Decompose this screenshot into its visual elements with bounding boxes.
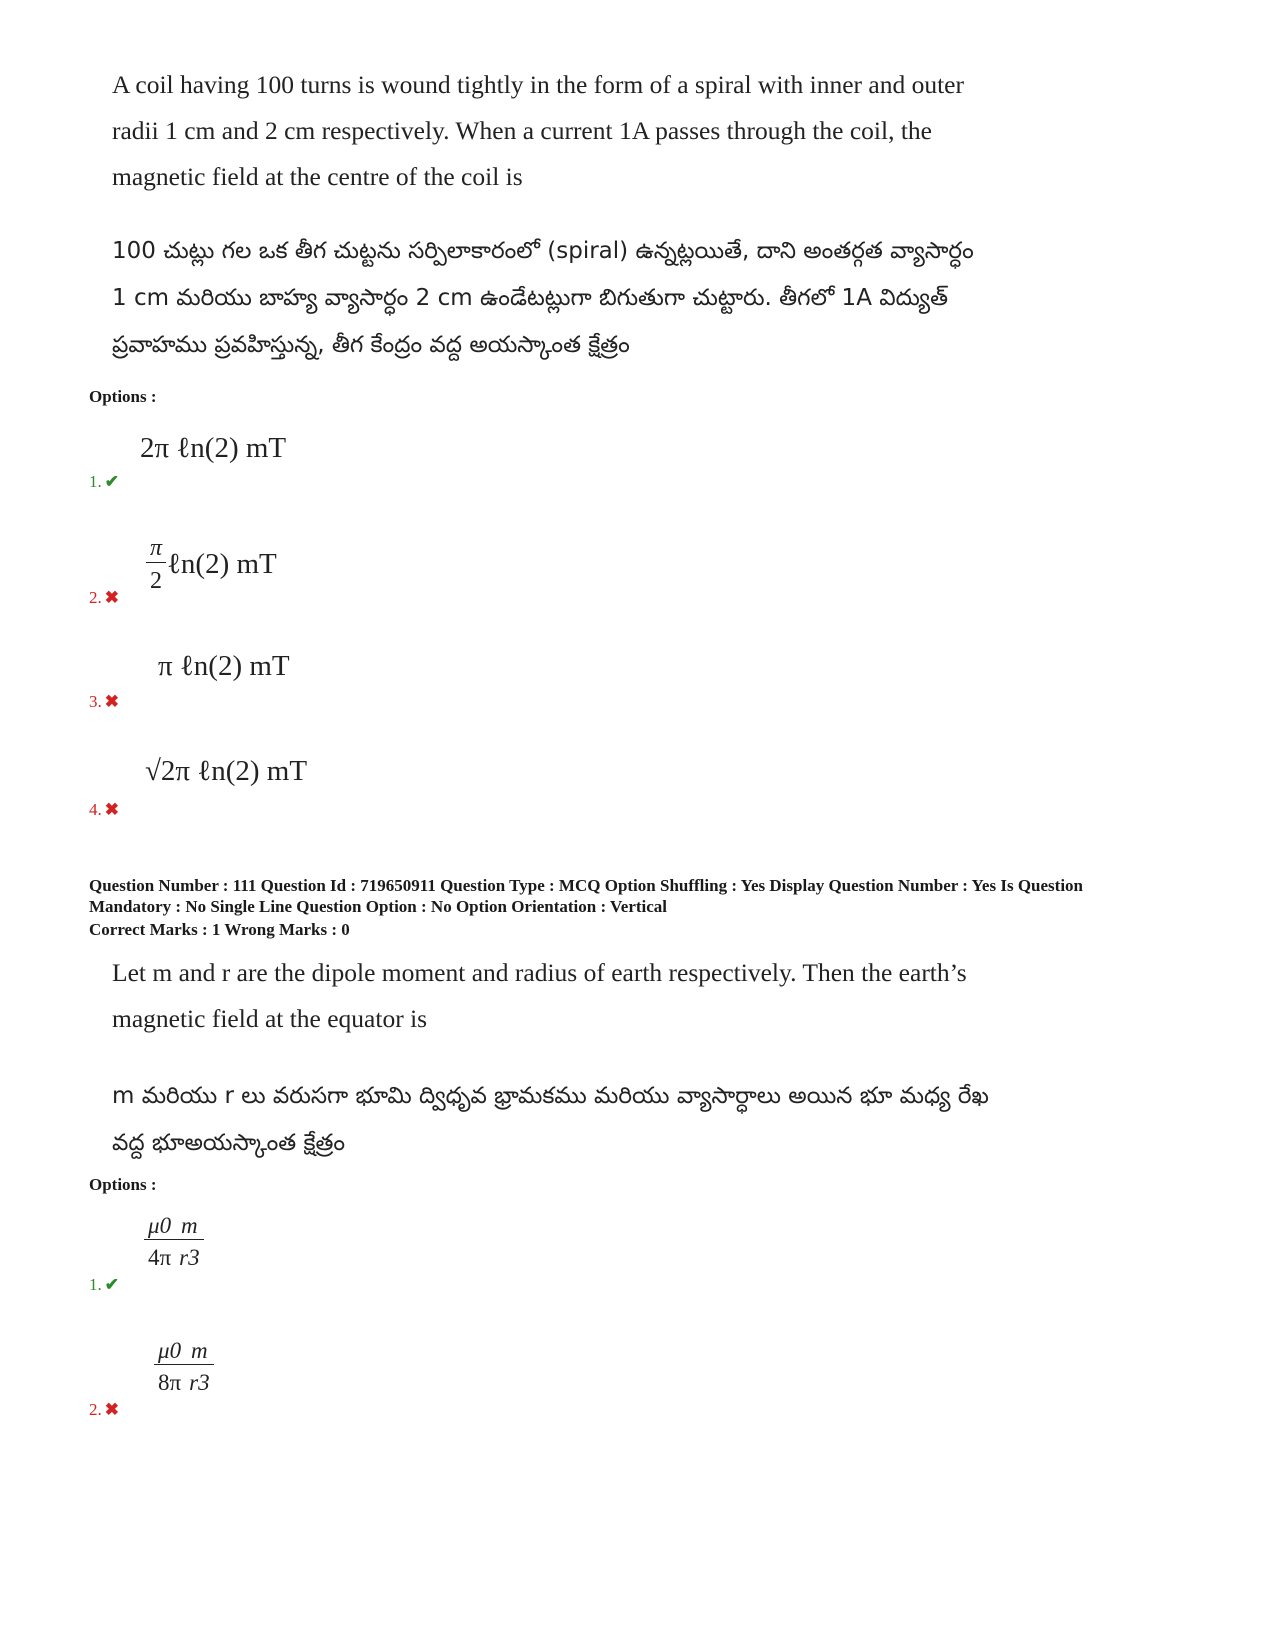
check-icon: ✔ xyxy=(104,1275,119,1294)
q110-option-1[interactable] xyxy=(89,472,119,492)
q111-option-1-expr xyxy=(146,1212,202,1271)
q111-te-line-2: వద్ద భూఅయస్కాంత క్షేత్రం xyxy=(112,1130,346,1156)
frac-numerator: μ0 xyxy=(158,1338,182,1363)
q110-te-line-2: 1 cm మరియు బాహ్య వ్యాసార్ధం 2 cm ఉండేటట్లుగా బిగుతుగా చుట్టారు. తీగలో 1A విద్యుత్ xyxy=(112,285,948,311)
option-number: 2. xyxy=(89,1400,102,1419)
frac-numerator: m xyxy=(181,1213,198,1238)
expr-rest: ℓn(2) mT xyxy=(167,548,277,580)
q110-te-line-3: ప్రవాహము ప్రవహిస్తున్న, తీగ కేంద్రం వద్ద అయస్కాంత క్షేత్రం xyxy=(112,332,630,358)
q110-te-line-1: 100 చుట్లు గల ఒక తీగ చుట్టను సర్పిలాకారంలో (spiral) ఉన్నట్లయితే, దాని అంతర్గత వ్యాసార్ధం xyxy=(112,238,974,264)
frac-numerator: m xyxy=(191,1338,208,1363)
check-icon: ✔ xyxy=(104,472,119,491)
frac-denominator: 4π xyxy=(148,1245,172,1270)
q111-meta xyxy=(89,875,1209,917)
q111-meta-line-2: Mandatory : No Single Line Question Option : No Option Orientation : Vertical xyxy=(89,897,668,916)
q110-en-line-2: radii 1 cm and 2 cm respectively. When a current 1A passes through the coil, the xyxy=(112,116,932,145)
q110-option-1-expr: 2π ℓn(2) mT xyxy=(140,432,287,464)
q111-en-line-2: magnetic field at the equator is xyxy=(112,1004,428,1033)
q110-option-2[interactable] xyxy=(89,588,119,608)
question-110-telugu xyxy=(112,228,1012,369)
frac-numerator: μ0 xyxy=(148,1213,172,1238)
option-number: 1. xyxy=(89,472,102,491)
q111-te-line-1: m మరియు r లు వరుసగా భూమి ద్విధృవ భ్రామకము మరియు వ్యాసార్ధాలు అయిన భూ మధ్య రేఖ xyxy=(112,1083,989,1109)
option-number: 1. xyxy=(89,1275,102,1294)
cross-icon: ✖ xyxy=(104,1400,119,1419)
q110-option-3-expr: π ℓn(2) mT xyxy=(158,650,290,682)
q111-option-1[interactable] xyxy=(89,1275,119,1295)
question-111-text xyxy=(112,950,1012,1042)
q110-option-3[interactable] xyxy=(89,692,119,712)
option-number: 3. xyxy=(89,692,102,711)
frac-denominator: 8π xyxy=(158,1370,182,1395)
q111-options-label: Options : xyxy=(89,1175,157,1194)
frac-numerator: π xyxy=(150,535,163,561)
q111-marks: Correct Marks : 1 Wrong Marks : 0 xyxy=(89,920,350,939)
q111-option-2[interactable] xyxy=(89,1400,119,1420)
q110-option-4-expr: √2π ℓn(2) mT xyxy=(145,755,308,787)
frac-denominator: r3 xyxy=(189,1370,210,1395)
q111-option-2-expr xyxy=(156,1337,212,1396)
cross-icon: ✖ xyxy=(104,692,119,711)
q110-options-label: Options : xyxy=(89,387,157,406)
q110-en-line-3: magnetic field at the centre of the coil is xyxy=(112,162,523,191)
q111-en-line-1: Let m and r are the dipole moment and radius of earth respectively. Then the earth’s xyxy=(112,958,967,987)
q110-en-line-1: A coil having 100 turns is wound tightly in the form of a spiral with inner and outer xyxy=(112,70,964,99)
cross-icon: ✖ xyxy=(104,800,119,819)
option-number: 4. xyxy=(89,800,102,819)
cross-icon: ✖ xyxy=(104,588,119,607)
question-111-telugu xyxy=(112,1073,1012,1167)
question-110-text xyxy=(112,62,1012,200)
option-number: 2. xyxy=(89,588,102,607)
frac-denominator: 2 xyxy=(150,568,163,594)
frac-denominator: r3 xyxy=(179,1245,200,1270)
q110-option-4[interactable] xyxy=(89,800,119,820)
q111-meta-line-1: Question Number : 111 Question Id : 719650911 Question Type : MCQ Option Shuffling : Yes Display Question Number : Yes Is Question xyxy=(89,876,1084,895)
q110-option-2-expr xyxy=(148,534,277,595)
